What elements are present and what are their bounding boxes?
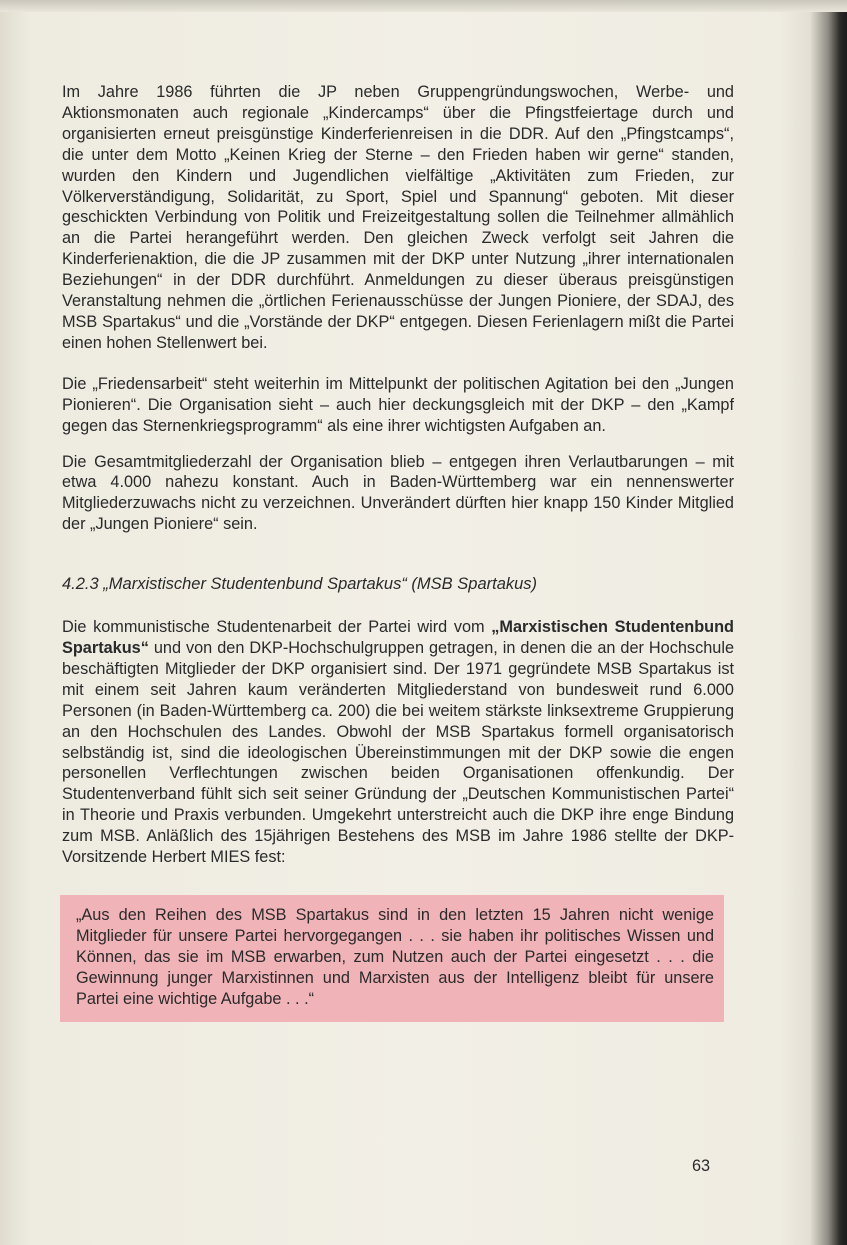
paragraph-kindercamps: Im Jahre 1986 führten die JP neben Gruppengründungswochen, Werbe- und Aktionsmonaten auch regionale „Kindercamps“ über die Pfingstfeiertage durch und organisierten erneut preisgünstige Kinderferienreisen in die DDR. Auf den „Pfingstcamps“, die unter dem Motto „Keinen Krieg der Sterne – den Frieden haben wir gerne“ standen, wurden den Kindern und Jugendlichen vielfältige „Aktivitäten zum Frieden, zur Völkerverständigung, Solidarität, zu Sport, Spiel und Spannung“ geboten. Mit dieser geschickten Verbindung von Politik und Freizeitgestaltung sollen die Teilnehmer allmählich an die Partei herangeführt werden. Den gleichen Zweck verfolgt seit Jahren die Kinderferienaktion, die die JP zusammen mit der DKP unter Nutzung „ihrer internationalen Beziehungen“ in der DDR durchführt. Anmeldungen zu dieser überaus preisgünstigen Veranstaltung nehmen die „örtlichen Ferienausschüsse der Jungen Pioniere, der SDAJ, des MSB Spartakus“ und die „Vorstände der DKP“ entgegen. Diesen Ferienlagern mißt die Partei einen hohen Stellenwert bei. [62,83,734,352]
paragraph-msb-start: Die kommunistische Studentenarbeit der Partei wird vom [62,618,492,637]
page-number: 63 [692,1157,711,1175]
paragraph-msb-spartakus [62,617,734,868]
page-content [62,82,734,1022]
paragraph-mitgliederzahl: Die Gesamtmitgliederzahl der Organisation blieb – entgegen ihren Verlautbarungen – mit etwa 4.000 nahezu konstant. Auch in Baden-Württemberg war ein nennenswerter Mitgliederzuwachs nicht zu verzeichnen. Unverändert dürften hier knapp 150 Kinder Mitglied der „Jungen Pioniere“ sein. [62,452,734,534]
section-heading: 4.2.3 „Marxistischer Studentenbund Spartakus“ (MSB Spartakus) [62,575,538,594]
paragraph-msb-bold-name: „Marxistischen Studentenbund Spartakus“ [62,618,734,658]
page-top-shadow [0,0,847,12]
paragraph-friedensarbeit: Die „Friedensarbeit“ steht weiterhin im Mittelpunkt der politischen Agitation bei den „Jungen Pionieren“. Die Organisation sieht – auch hier deckungsgleich mit der DKP – den „Kampf gegen das Sternenkriegsprogramm“ als eine ihrer wichtigsten Aufgaben an. [62,374,734,435]
quote-text: „Aus den Reihen des MSB Spartakus sind in den letzten 15 Jahren nicht wenige Mitglieder für unsere Partei hervorgegangen . . . sie haben ihr politisches Wissen und Können, das sie im MSB erwarben, zum Nutzen auch der Partei eingesetzt . . . die Gewinnung junger Marxistinnen und Marxisten aus der Intelligenz bleibt für unsere Partei eine wichtige Aufgabe . . .“ [76,906,714,1008]
highlighted-quote [60,895,724,1022]
paragraph-msb-rest: und von den DKP-Hochschulgruppen getragen, in denen die an der Hochschule beschäftigten Mitglieder der DKP organisiert sind. Der 1971 gegründete MSB Spartakus ist mit einem seit Jahren kaum veränderten Mitgliederstand von bundesweit rund 6.000 Personen (in Baden-Württemberg ca. 200) die bei weitem stärkste linksextreme Gruppierung an den Hochschulen des Landes. Obwohl der MSB Spartakus formell organisatorisch selbständig ist, sind die ideologischen Übereinstimmungen mit der DKP sowie die engen personellen Verflechtungen zwischen beiden Organisationen offenkundig. Der Studentenverband fühlt sich seit seiner Gründung der „Deutschen Kommunistischen Partei“ in Theorie und Praxis verbunden. Umgekehrt unterstreicht auch die DKP ihre enge Bindung zum MSB. Anläßlich des 15jährigen Bestehens des MSB im Jahre 1986 stellte der DKP-Vorsitzende Herbert MIES fest: [62,639,734,867]
